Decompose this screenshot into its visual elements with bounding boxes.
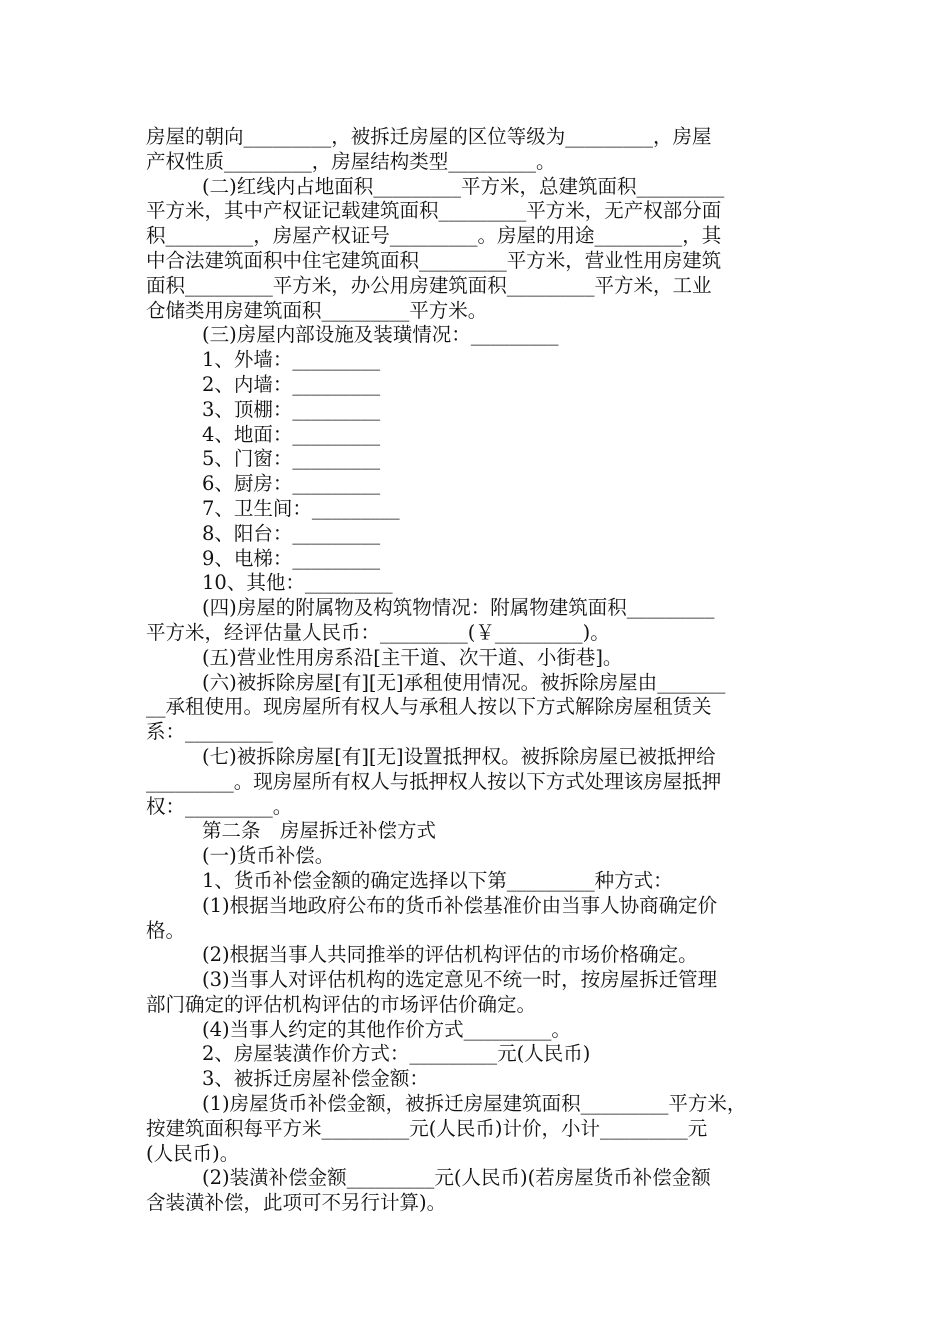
text-line: _________。现房屋所有权人与抵押权人按以下方式处理该房屋抵押	[146, 769, 722, 793]
text-line: 面积_________平方米，办公用房建筑面积_________平方米，工业	[146, 273, 712, 297]
text-line: 中合法建筑面积中住宅建筑面积_________平方米，营业性用房建筑	[146, 248, 722, 272]
text-line: 10、其他：_________	[202, 571, 393, 595]
text-line: (2)装潢补偿金额_________元(人民币)(若房屋货币补偿金额	[202, 1166, 711, 1190]
text-line: (3)当事人对评估机构的选定意见不统一时，按房屋拆迁管理	[202, 968, 718, 992]
text-line: 按建筑面积每平方米_________元(人民币)计价，小计_________元	[146, 1116, 708, 1140]
text-line: 权：_________。	[146, 794, 293, 818]
text-line: 第二条 房屋拆迁补偿方式	[202, 819, 437, 843]
text-line: 部门确定的评估机构评估的市场评估价确定。	[146, 992, 537, 1016]
text-line: (人民币)。	[146, 1141, 240, 1165]
text-line: 积_________，房屋产权证号_________。房屋的用途_________，其	[146, 224, 722, 248]
text-line: 系：_________	[146, 720, 273, 744]
text-line: 6、厨房：_________	[202, 472, 381, 496]
text-line: 平方米，其中产权证记载建筑面积_________平方米，无产权部分面	[146, 199, 722, 223]
text-line: 格。	[146, 918, 186, 942]
text-line: (1)房屋货币补偿金额，被拆迁房屋建筑面积_________平方米，	[202, 1092, 747, 1116]
text-line: 房屋的朝向_________，被拆迁房屋的区位等级为_________，房屋	[146, 125, 712, 148]
text-line: 2、内墙：_________	[202, 372, 381, 396]
text-line: 3、顶棚：_________	[202, 397, 381, 421]
text-line: 9、电梯：_________	[202, 546, 381, 570]
text-line: (六)被拆除房屋[有][无]承租使用情况。被拆除房屋由_______	[202, 670, 726, 694]
text-line: 仓储类用房建筑面积_________平方米。	[146, 298, 488, 322]
text-line: (2)根据当事人共同推举的评估机构评估的市场价格确定。	[202, 943, 698, 967]
document-page	[146, 125, 810, 1216]
text-line: 平方米，经评估量人民币：_________(￥_________)。	[146, 620, 610, 644]
text-line: (三)房屋内部设施及装璜情况：_________	[202, 323, 559, 347]
text-line: __承租使用。现房屋所有权人与承租人按以下方式解除房屋租赁关	[146, 695, 712, 719]
text-line: 含装潢补偿，此项可不另行计算)。	[146, 1191, 447, 1215]
text-line: (一)货币补偿。	[202, 844, 335, 868]
text-line: 1、货币补偿金额的确定选择以下第_________种方式：	[202, 868, 673, 892]
text-line: 5、门窗：_________	[202, 447, 381, 471]
text-line: 产权性质_________，房屋结构类型_________。	[146, 149, 556, 173]
text-line: (二)红线内占地面积_________平方米，总建筑面积_________	[202, 174, 725, 198]
text-line: 3、被拆迁房屋补偿金额：	[202, 1067, 429, 1091]
text-line: 8、阳台：_________	[202, 521, 381, 545]
text-line: 1、外墙：_________	[202, 348, 381, 372]
text-line: (四)房屋的附属物及构筑物情况：附属物建筑面积_________	[202, 596, 715, 620]
text-line: 2、房屋装潢作价方式：_________元(人民币)	[202, 1042, 591, 1066]
text-line: 7、卫生间：_________	[202, 496, 400, 520]
text-line: (1)根据当地政府公布的货币补偿基准价由当事人协商确定价	[202, 893, 718, 917]
text-line: 4、地面：_________	[202, 422, 381, 446]
text-line: (七)被拆除房屋[有][无]设置抵押权。被拆除房屋已被抵押给	[202, 744, 716, 768]
text-line: (4)当事人约定的其他作价方式_________。	[202, 1017, 571, 1041]
text-line: (五)营业性用房系沿[主干道、次干道、小街巷]。	[202, 645, 623, 669]
